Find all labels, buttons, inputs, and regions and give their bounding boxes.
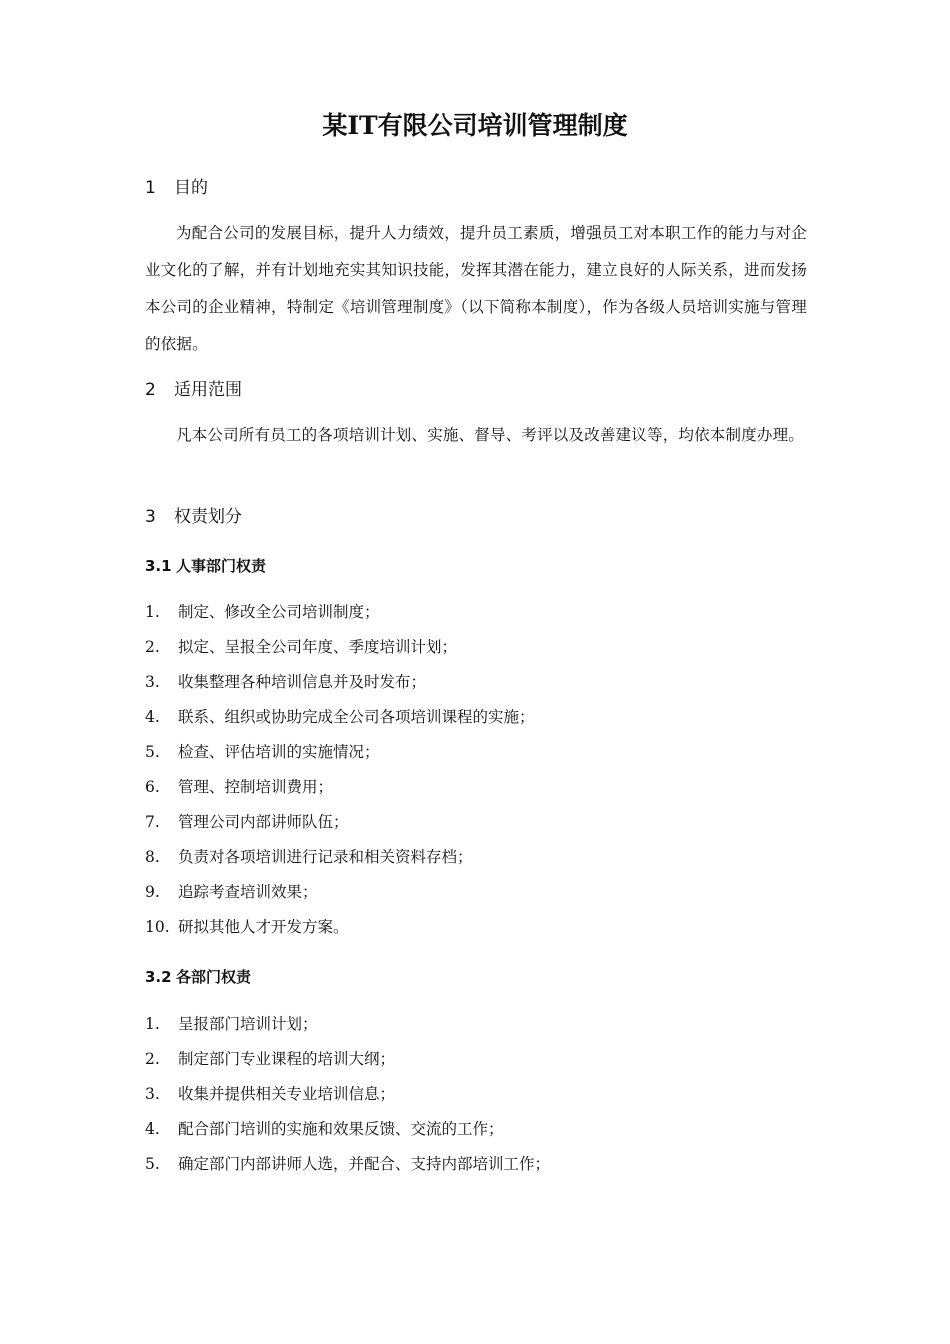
- list-item: [145, 595, 535, 630]
- section-heading-purpose: [145, 175, 208, 201]
- list-item-number: 7.: [145, 813, 160, 831]
- section-paragraph-scope: 凡本公司所有员工的各项培训计划、实施、督导、考评以及改善建议等，均依本制度办理。: [176, 426, 805, 444]
- list-item-text: 联系、组织或协助完成全公司各项培训课程的实施；: [178, 708, 535, 726]
- subsection-title: 各部门权责: [176, 968, 252, 986]
- department-responsibility-list: [145, 1007, 550, 1182]
- list-item: [145, 1112, 550, 1147]
- list-item-text: 呈报部门培训计划；: [178, 1015, 318, 1033]
- list-item-text: 研拟其他人才开发方案。: [178, 918, 349, 936]
- list-item-text: 配合部门培训的实施和效果反馈、交流的工作；: [178, 1120, 504, 1138]
- list-item-number: 3.: [145, 1085, 160, 1103]
- list-item: [145, 630, 535, 665]
- list-item: [145, 1077, 550, 1112]
- list-item: [145, 700, 535, 735]
- list-item: [145, 875, 535, 910]
- list-item: [145, 1042, 550, 1077]
- section-title: 适用范围: [174, 380, 242, 400]
- document-title: 某IT有限公司培训管理制度: [322, 111, 628, 140]
- section-heading-responsibilities: [145, 504, 242, 530]
- section-paragraph-purpose: 为配合公司的发展目标，提升人力绩效，提升员工素质，增强员工对本职工作的能力与对企业文化的了解，并有计划地充实其知识技能，发挥其潜在能力，建立良好的人际关系，进而发扬本公司的企业精神，特制定《培训管理制度》（以下简称本制度），作为各级人员培训实施与管理的依据。: [145, 224, 807, 353]
- list-item-number: 1.: [145, 1015, 160, 1033]
- section-heading-scope: [145, 377, 242, 403]
- list-item: [145, 840, 535, 875]
- section-title: 权责划分: [174, 507, 242, 527]
- list-item-number: 2.: [145, 1050, 160, 1068]
- list-item-number: 9.: [145, 883, 160, 901]
- list-item-number: 1.: [145, 603, 160, 621]
- list-item: [145, 735, 535, 770]
- list-item-text: 确定部门内部讲师人选，并配合、支持内部培训工作；: [178, 1155, 551, 1173]
- list-item-text: 制定、修改全公司培训制度；: [178, 603, 380, 621]
- list-item-number: 4.: [145, 1120, 160, 1138]
- list-item-text: 负责对各项培训进行记录和相关资料存档；: [178, 848, 473, 866]
- list-item-text: 管理、控制培训费用；: [178, 778, 334, 796]
- subsection-title: 人事部门权责: [176, 557, 267, 575]
- list-item-text: 收集并提供相关专业培训信息；: [178, 1085, 396, 1103]
- list-item-number: 5.: [145, 743, 160, 761]
- list-item-text: 追踪考查培训效果；: [178, 883, 318, 901]
- list-item-text: 管理公司内部讲师队伍；: [178, 813, 349, 831]
- section-number: 1: [145, 178, 156, 198]
- list-item-number: 6.: [145, 778, 160, 796]
- section-number: 2: [145, 380, 156, 400]
- subsection-number: 3.1: [145, 557, 172, 575]
- subsection-heading-hr: [145, 554, 266, 578]
- list-item-text: 制定部门专业课程的培训大纲；: [178, 1050, 396, 1068]
- list-item: [145, 1147, 550, 1182]
- list-item-text: 拟定、呈报全公司年度、季度培训计划；: [178, 638, 458, 656]
- list-item: [145, 805, 535, 840]
- list-item-number: 3.: [145, 673, 160, 691]
- list-item: [145, 1007, 550, 1042]
- list-item-number: 8.: [145, 848, 160, 866]
- section-number: 3: [145, 507, 156, 527]
- subsection-heading-departments: [145, 965, 251, 989]
- list-item-text: 收集整理各种培训信息并及时发布；: [178, 673, 427, 691]
- list-item: [145, 770, 535, 805]
- section-title: 目的: [174, 178, 208, 198]
- list-item-number: 2.: [145, 638, 160, 656]
- list-item-number: 4.: [145, 708, 160, 726]
- hr-responsibility-list: [145, 595, 535, 945]
- list-item-text: 检查、评估培训的实施情况；: [178, 743, 380, 761]
- list-item-number: 10.: [145, 918, 170, 936]
- subsection-number: 3.2: [145, 968, 172, 986]
- list-item-number: 5.: [145, 1155, 160, 1173]
- list-item: [145, 665, 535, 700]
- list-item: [145, 910, 535, 945]
